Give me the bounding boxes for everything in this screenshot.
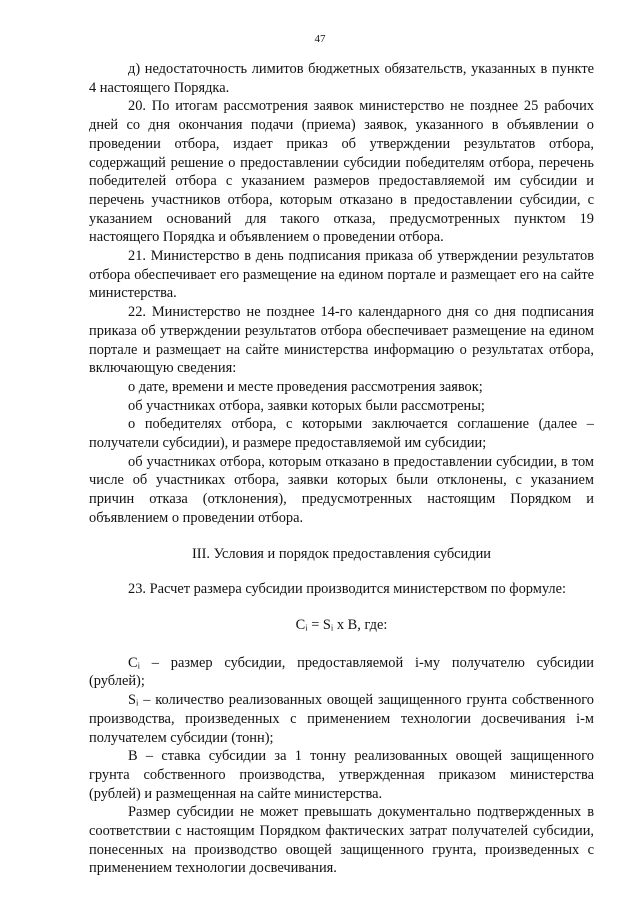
info-item-rejected: об участниках отбора, которым отказано в предоставлении субсидии, в том числе об участниках отбора, заявки которых были отклонены, с указанием причин отказа (отклонения), предусмотренных настоящим Порядком и объявлением о проведении отбора.	[89, 453, 594, 526]
paragraph-22: 22. Министерство не позднее 14-го календарного дня со дня подписания приказа об утверждении результатов отбора обеспечивает размещение на едином портале и размещает на сайте министерства информацию о результатах отбора, включающую сведения:	[89, 304, 594, 377]
paragraph-23: 23. Расчет размера субсидии производится министерством по формуле:	[128, 581, 566, 598]
definition-si: Sᵢ – количество реализованных овощей защищенного грунта собственного производства, произведенных с применением технологии досвечивания i-м получателем субсидии (тонн);	[89, 692, 594, 746]
subsidy-limit-paragraph: Размер субсидии не может превышать документально подтвержденных в соответствии с настоящим Порядком фактических затрат получателей субсидии, понесенных на производство овощей защищенного грунта, произведенных с применением технологии досвечивания.	[89, 804, 594, 877]
definition-ci: Cᵢ – размер субсидии, предоставляемой i-му получателю субсидии (рублей);	[89, 654, 594, 690]
definition-b: B – ставка субсидии за 1 тонну реализованных овощей защищенного грунта собственного производства, утвержденная приказом министерства (рублей) и размещенная на сайте министерства.	[89, 748, 594, 802]
document-body	[89, 60, 594, 878]
paragraph-21: 21. Министерство в день подписания приказа об утверждении результатов отбора обеспечивает его размещение на едином портале и размещает его на сайте министерства.	[89, 248, 594, 302]
paragraph-20: 20. По итогам рассмотрения заявок министерство не позднее 25 рабочих дней со дня окончания подачи (приема) заявок, указанного в объявлении о проведении отбора, издает приказ об утверждении результатов отбора, содержащий решение о предоставлении субсидии победителям отбора, перечень победителей отбора с указанием размеров предоставляемой им субсидии и перечень участников отбора, которым отказано в предоставлении субсидии, с указанием оснований для такого отказа, предусмотренных пунктом 19 настоящего Порядка и объявлением о проведении отбора.	[89, 98, 594, 246]
info-item-winners: о победителях отбора, с которыми заключается соглашение (далее – получатели субсидии), и размере предоставляемой им субсидии;	[89, 416, 594, 452]
section-heading: III. Условия и порядок предоставления субсидии	[192, 545, 491, 562]
info-item-participants: об участниках отбора, заявки которых были рассмотрены;	[128, 397, 485, 414]
page-number: 47	[314, 33, 326, 45]
info-item-date: о дате, времени и месте проведения рассмотрения заявок;	[128, 378, 483, 395]
subsidy-formula: Cᵢ = Sᵢ x B, где:	[295, 616, 388, 633]
paragraph-item-d: д) недостаточность лимитов бюджетных обязательств, указанных в пункте 4 настоящего Порядка.	[89, 61, 594, 96]
